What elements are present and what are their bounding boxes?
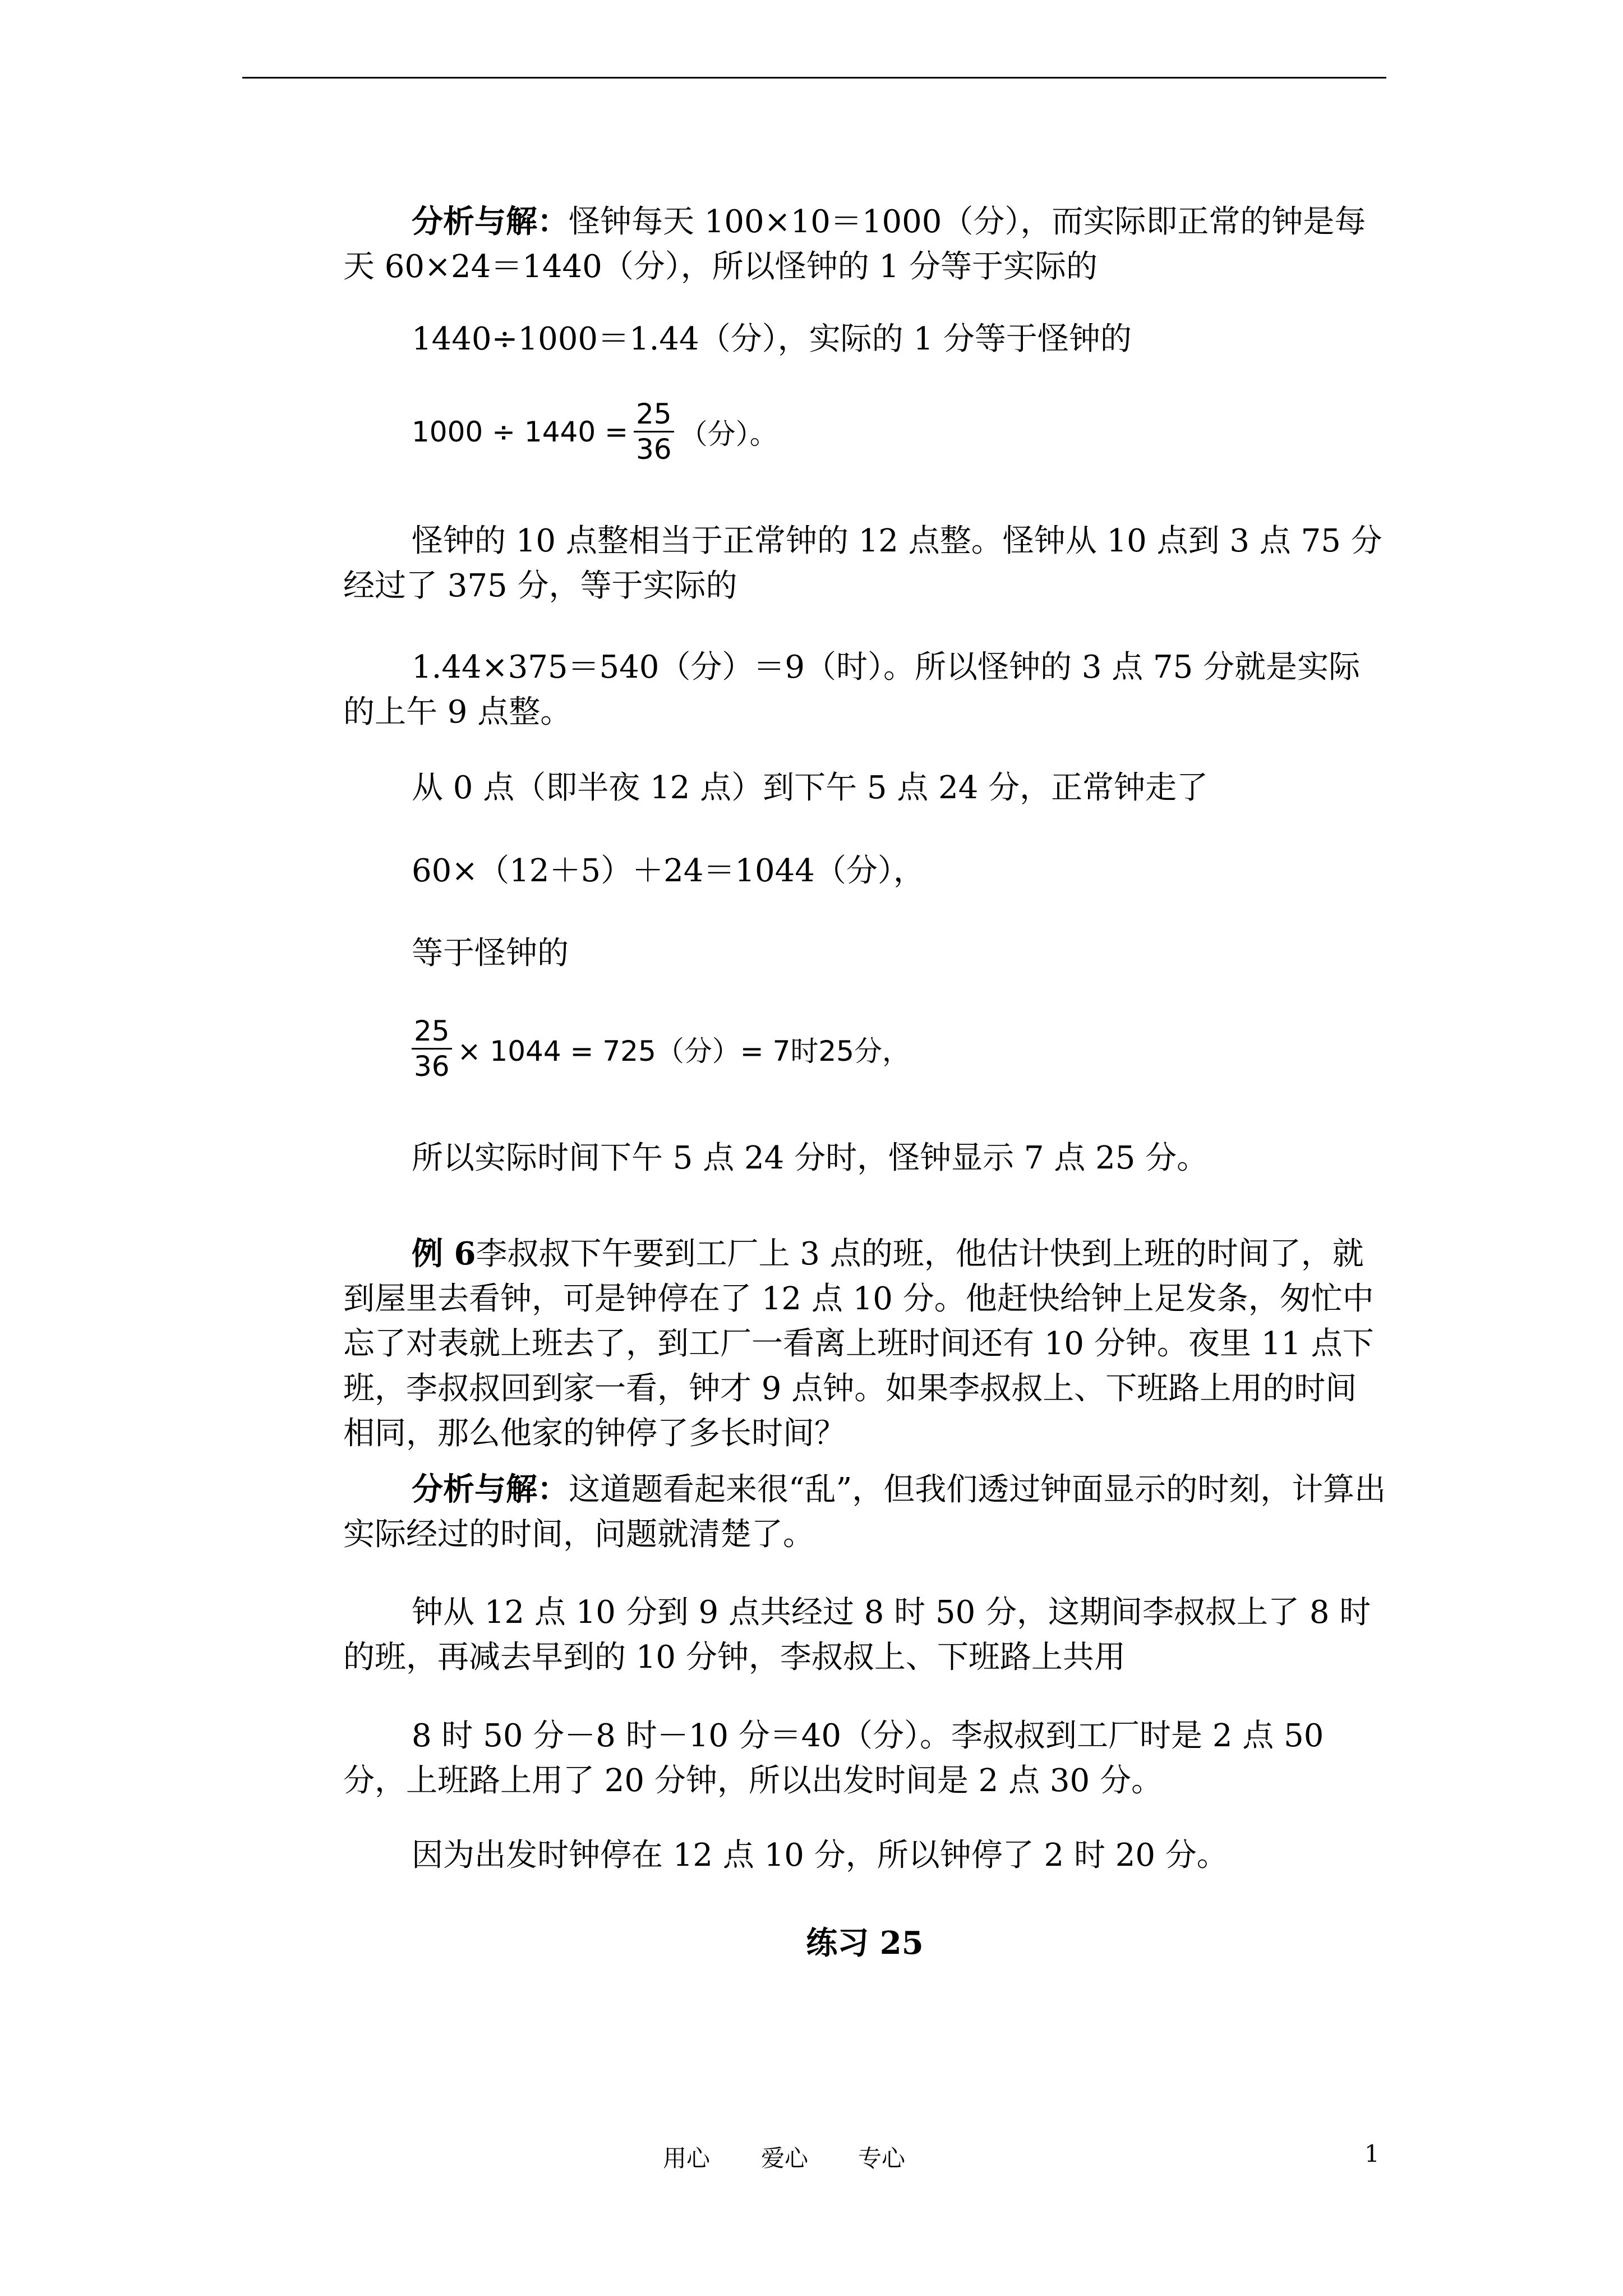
fraction-numerator: 25	[634, 398, 674, 432]
formula-1-right: （分）。	[679, 417, 778, 450]
fraction-denominator: 36	[414, 1050, 450, 1083]
paragraph-calc-4: 8 时 50 分－8 时－10 分＝40（分）。李叔叔到工厂时是 2 点 50 分，上班路上用了 20 分钟，所以出发时间是 2 点 30 分。	[343, 1718, 1334, 1799]
formula-1	[412, 398, 778, 465]
paragraph-calc-1: 1440÷1000＝1.44（分），实际的 1 分等于怪钟的	[412, 321, 1132, 357]
paragraph-normal-clock: 从 0 点（即半夜 12 点）到下午 5 点 24 分，正常钟走了	[412, 770, 1209, 806]
footer-motto-1: 用心	[663, 2145, 711, 2172]
section-heading: 练习 25	[806, 1925, 924, 1962]
formula-2-right: × 1044 = 725（分）= 7时25分，	[457, 1034, 910, 1068]
example-label: 例 6	[412, 1235, 476, 1272]
formula-1-left: 1000 ÷ 1440 =	[412, 415, 628, 448]
formula-1-fraction	[634, 398, 674, 465]
fraction-denominator: 36	[635, 433, 672, 466]
analysis-text: 这道题看起来很“乱”，但我们透过钟面显示的时刻，计算出实际经过的时间，问题就清楚了。	[343, 1471, 1386, 1553]
paragraph-analysis-1	[343, 199, 1386, 289]
analysis-text: 怪钟每天 100×10＝1000（分），而实际即正常的钟是每天 60×24＝1440（分），所以怪钟的 1 分等于实际的	[343, 204, 1366, 285]
paragraph-elapsed: 钟从 12 点 10 分到 9 点共经过 8 时 50 分，这期间李叔叔上了 8 时的班，再减去早到的 10 分钟，李叔叔上、下班路上共用	[343, 1594, 1371, 1676]
formula-2-fraction	[412, 1015, 452, 1082]
page-number: 1	[1364, 2140, 1380, 2168]
example-text: 李叔叔下午要到工厂上 3 点的班，他估计快到上班的时间了，就到屋里去看钟，可是钟停在了 12 点 10 分。他赶快给钟上足发条，匆忙中忘了对表就上班去了，到工厂一看离上班时间还有 10 分钟。夜里 11 点下班，李叔叔回到家一看，钟才 9 点钟。如果李叔叔上、下班路上用的时间相同，那么他家的钟停了多长时间？	[343, 1236, 1374, 1452]
header-rule	[242, 77, 1386, 79]
paragraph-conclusion-2: 因为出发时钟停在 12 点 10 分，所以钟停了 2 时 20 分。	[412, 1837, 1228, 1874]
paragraph-analysis-2	[343, 1467, 1386, 1557]
paragraph-calc-3: 60×（12＋5）＋24＝1044（分），	[412, 853, 925, 889]
paragraph-calc-2: 1.44×375＝540（分）＝9（时）。所以怪钟的 3 点 75 分就是实际的上午 9 点整。	[343, 649, 1361, 730]
paragraph-clock-hours: 怪钟的 10 点整相当于正常钟的 12 点整。怪钟从 10 点到 3 点 75 分经过了 375 分，等于实际的	[343, 523, 1382, 604]
paragraph-example-6	[343, 1231, 1386, 1456]
fraction-numerator: 25	[412, 1015, 452, 1050]
analysis-label: 分析与解：	[412, 1471, 569, 1508]
footer-motto-2: 爱心	[761, 2145, 809, 2172]
formula-2	[412, 1015, 910, 1082]
analysis-label: 分析与解：	[412, 203, 569, 240]
footer-motto-3: 专心	[858, 2145, 906, 2172]
paragraph-equals-strange: 等于怪钟的	[412, 935, 569, 972]
paragraph-conclusion-1: 所以实际时间下午 5 点 24 分时，怪钟显示 7 点 25 分。	[412, 1140, 1209, 1176]
